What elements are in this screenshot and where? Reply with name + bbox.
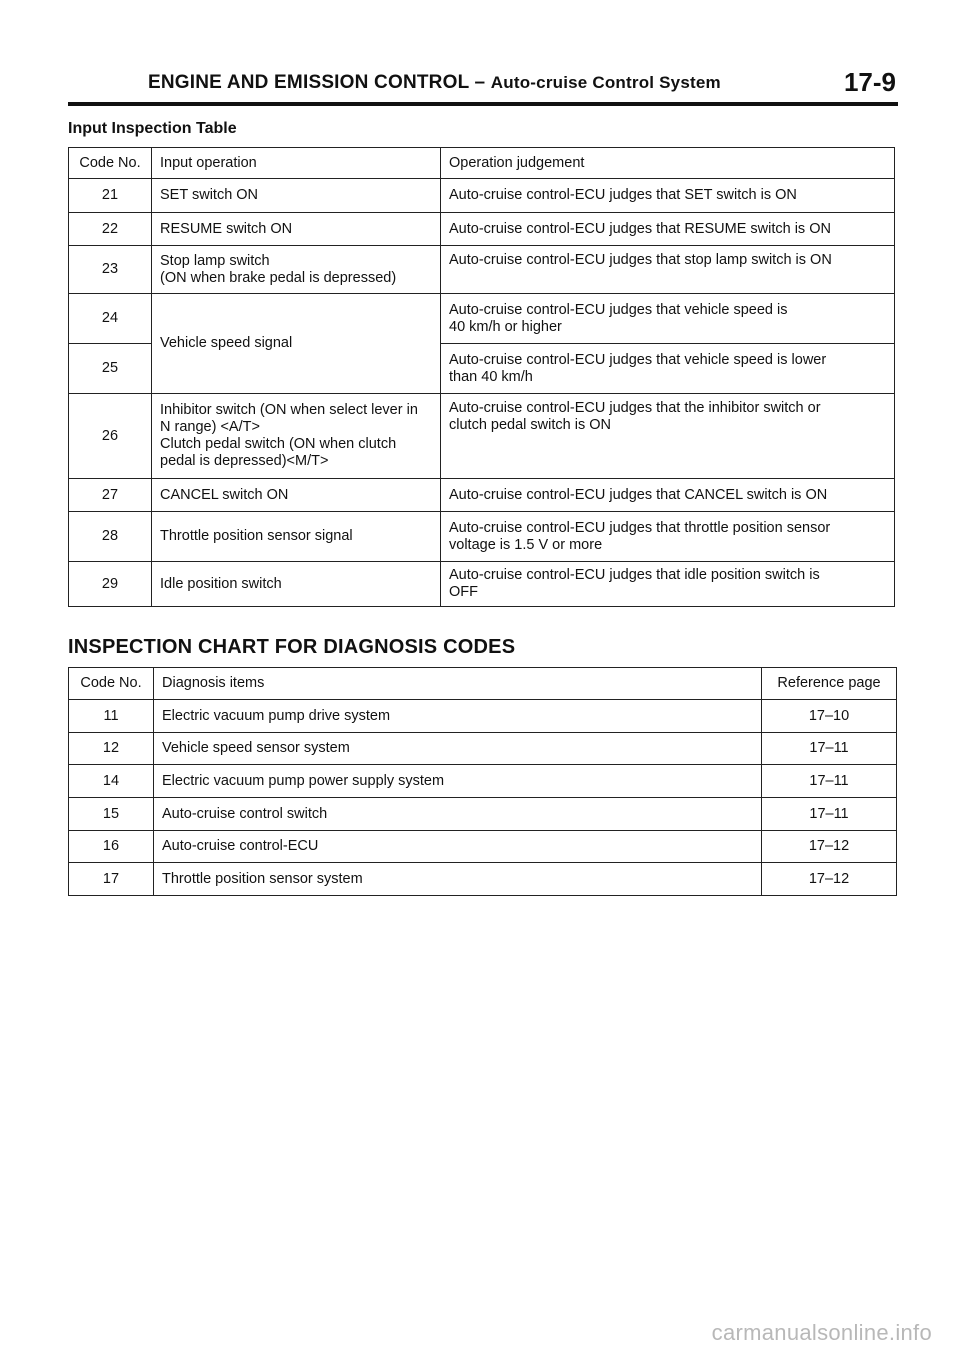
diagnosis-item-cell: Vehicle speed sensor system	[154, 733, 762, 765]
table-row	[69, 213, 895, 246]
reference-page-cell: 17–12	[762, 863, 897, 896]
code-cell: 27	[69, 479, 152, 512]
table-row	[69, 294, 895, 344]
code-cell: 28	[69, 512, 152, 562]
operation-cell: Inhibitor switch (ON when select lever in N range) <A/T> Clutch pedal switch (ON when clutch pedal is depressed)<M/T>	[152, 394, 441, 479]
operation-cell: RESUME switch ON	[152, 213, 441, 246]
watermark: carmanualsonline.info	[711, 1320, 932, 1345]
code-cell: 17	[69, 863, 154, 896]
operation-cell: CANCEL switch ON	[152, 479, 441, 512]
code-cell: 29	[69, 562, 152, 607]
header-cell: Code No.	[69, 668, 154, 700]
header-cell: Reference page	[762, 668, 897, 700]
code-cell: 12	[69, 733, 154, 765]
operation-cell: Idle position switch	[152, 562, 441, 607]
judgement-cell: Auto-cruise control-ECU judges that throttle position sensor voltage is 1.5 V or more	[441, 512, 895, 562]
code-cell: 24	[69, 294, 152, 344]
header-subsection: Auto-cruise Control System	[490, 73, 721, 92]
table-row	[69, 394, 895, 479]
table-row	[69, 733, 897, 765]
judgement-cell: Auto-cruise control-ECU judges that vehicle speed is lower than 40 km/h	[441, 344, 895, 394]
diagnosis-item-cell: Electric vacuum pump drive system	[154, 700, 762, 733]
table-row	[69, 179, 895, 213]
code-cell: 25	[69, 344, 152, 394]
table-row	[69, 512, 895, 562]
table-row	[69, 765, 897, 798]
table-header-row	[69, 668, 897, 700]
code-cell: 11	[69, 700, 154, 733]
header-cell: Code No.	[69, 148, 152, 179]
judgement-cell: Auto-cruise control-ECU judges that the inhibitor switch or clutch pedal switch is ON	[441, 394, 895, 479]
reference-page-cell: 17–11	[762, 798, 897, 831]
operation-cell: Throttle position sensor signal	[152, 512, 441, 562]
diagnosis-item-cell: Electric vacuum pump power supply system	[154, 765, 762, 798]
table-row	[69, 798, 897, 831]
code-cell: 22	[69, 213, 152, 246]
judgement-cell: Auto-cruise control-ECU judges that RESUME switch is ON	[441, 213, 895, 246]
input-inspection-table	[68, 147, 895, 607]
header-section: ENGINE AND EMISSION CONTROL	[148, 72, 470, 93]
diagnosis-codes-table	[68, 667, 897, 896]
header-separator: –	[474, 72, 486, 93]
code-cell: 15	[69, 798, 154, 831]
diagnosis-item-cell: Auto-cruise control-ECU	[154, 831, 762, 863]
header-section-title	[148, 72, 721, 94]
reference-page-cell: 17–12	[762, 831, 897, 863]
table-row	[69, 700, 897, 733]
diagnosis-item-cell: Throttle position sensor system	[154, 863, 762, 896]
diagnosis-item-cell: Auto-cruise control switch	[154, 798, 762, 831]
header-cell: Input operation	[152, 148, 441, 179]
header-cell: Diagnosis items	[154, 668, 762, 700]
code-cell: 21	[69, 179, 152, 213]
input-table-title: Input Inspection Table	[68, 120, 237, 137]
header-cell: Operation judgement	[441, 148, 895, 179]
code-cell: 14	[69, 765, 154, 798]
reference-page-cell: 17–10	[762, 700, 897, 733]
reference-page-cell: 17–11	[762, 765, 897, 798]
operation-cell: Stop lamp switch (ON when brake pedal is depressed)	[152, 246, 441, 294]
reference-page-cell: 17–11	[762, 733, 897, 765]
diagnosis-chart-title: INSPECTION CHART FOR DIAGNOSIS CODES	[68, 636, 516, 658]
code-cell: 26	[69, 394, 152, 479]
page-header	[68, 67, 898, 106]
code-cell: 23	[69, 246, 152, 294]
page-number: 17-9	[843, 67, 896, 97]
judgement-cell: Auto-cruise control-ECU judges that CANCEL switch is ON	[441, 479, 895, 512]
operation-cell: SET switch ON	[152, 179, 441, 213]
operation-cell: Vehicle speed signal	[152, 294, 441, 394]
code-cell: 16	[69, 831, 154, 863]
table-row	[69, 479, 895, 512]
judgement-cell: Auto-cruise control-ECU judges that vehicle speed is 40 km/h or higher	[441, 294, 895, 344]
judgement-cell: Auto-cruise control-ECU judges that idle position switch is OFF	[441, 562, 895, 607]
table-row	[69, 831, 897, 863]
judgement-cell: Auto-cruise control-ECU judges that stop lamp switch is ON	[441, 246, 895, 294]
judgement-cell: Auto-cruise control-ECU judges that SET switch is ON	[441, 179, 895, 213]
table-header-row	[69, 148, 895, 179]
table-row	[69, 863, 897, 896]
table-row	[69, 562, 895, 607]
table-row	[69, 246, 895, 294]
